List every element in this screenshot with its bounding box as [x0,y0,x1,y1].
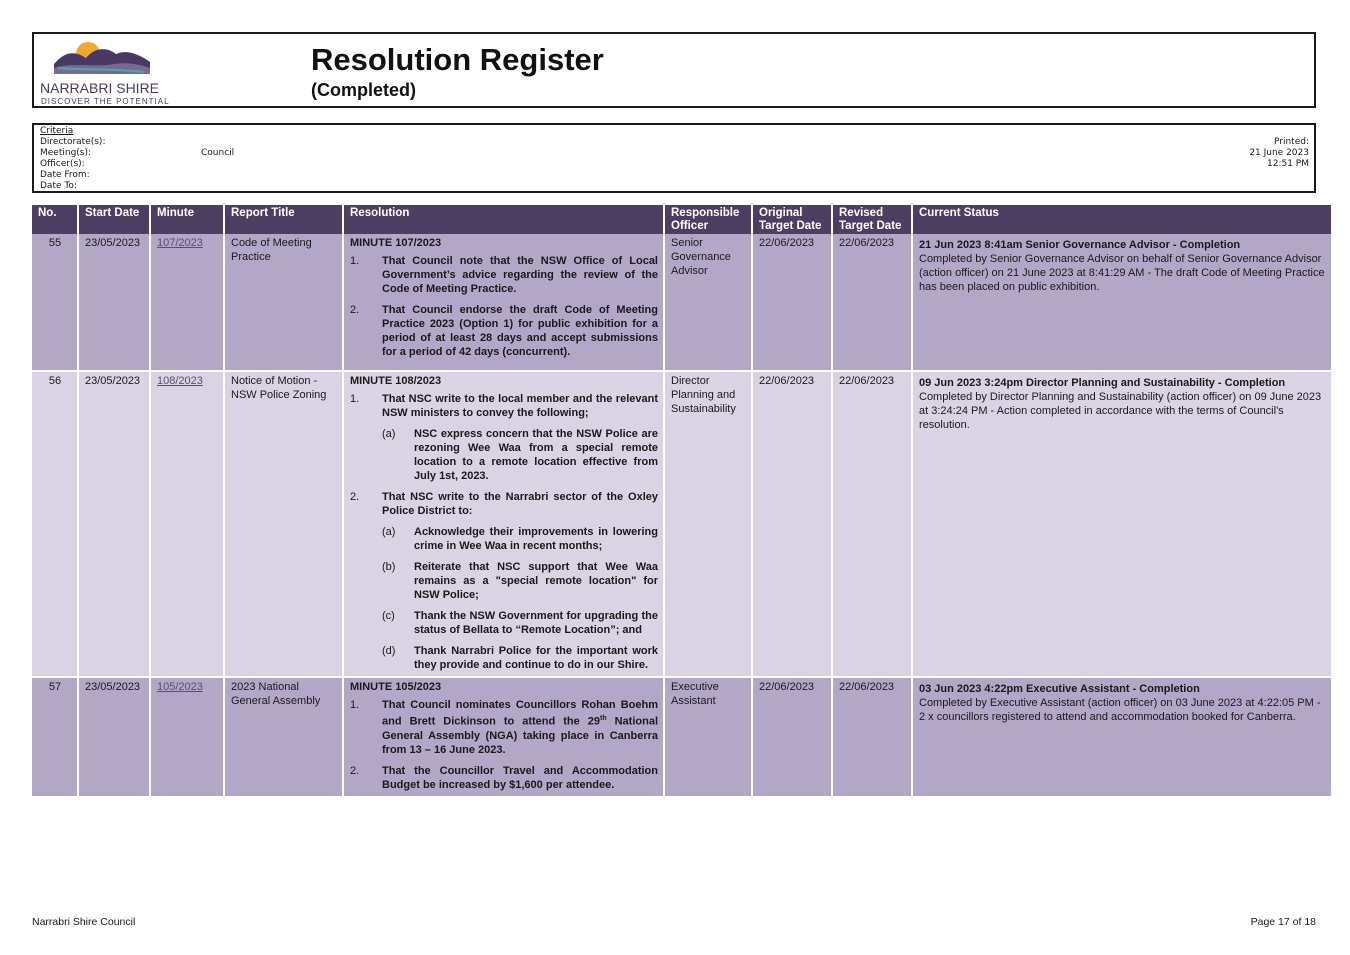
item-number: 1. [350,255,360,267]
criteria-panel [32,123,1316,193]
current-status [912,234,1332,371]
status-heading: 21 Jun 2023 8:41am Senior Governance Advisor - Completion [919,239,1241,251]
item-number: 1. [350,393,360,405]
mountain-sun-icon [54,38,150,78]
resolution-item [350,254,658,296]
resolution-subitem [382,644,658,672]
report-title: Notice of Motion - NSW Police Zoning [224,371,343,677]
footer-page-number: Page 17 of 18 [1250,916,1316,928]
item-text: That the Councillor Travel and Accommodation Budget be increased by $1,600 per attendee. [382,764,658,791]
col-header-status: Current Status [912,205,1332,234]
printed-date: 21 June 2023 [1249,148,1309,158]
resolution-subitem [382,609,658,637]
date-to-label: Date To: [40,181,77,191]
status-body: Completed by Senior Governance Advisor on behalf of Senior Governance Advisor (action officer) on 21 June 2023 at 8:41:29 AM - The draft Code of Meeting Practice has been placed on public exhibition. [919,253,1325,293]
col-header-no: No. [32,205,78,234]
directorate-label: Directorate(s): [40,137,106,147]
item-number: 2. [350,764,360,777]
ordinal-suffix: th [599,715,607,722]
original-target-date: 22/06/2023 [752,234,832,371]
subitem-letter: (c) [382,610,395,622]
start-date: 23/05/2023 [78,371,150,677]
table-row [32,371,1332,677]
start-date: 23/05/2023 [78,234,150,371]
report-header [32,32,1316,108]
resolution-item [350,303,658,359]
start-date: 23/05/2023 [78,677,150,797]
item-text-part: That Council nominates Councillors Rohan Boehm and Brett Dickinson to attend the 29 [382,699,658,728]
resolution-heading: MINUTE 108/2023 [350,375,442,387]
col-header-start-date: Start Date [78,205,150,234]
resolution-item [350,698,658,757]
subitem-text: Acknowledge their improvements in lowering crime in Wee Waa in recent months; [414,526,658,552]
resolution-item [350,764,658,792]
resolution-subitem [382,525,658,553]
item-text [382,698,658,757]
minute-link[interactable]: 107/2023 [150,234,224,371]
minute-link[interactable]: 105/2023 [150,677,224,797]
narrabri-shire-logo [40,38,170,106]
col-header-report-title: Report Title [224,205,343,234]
col-header-officer: Responsible Officer [664,205,752,234]
responsible-officer: Executive Assistant [664,677,752,797]
current-status [912,371,1332,677]
subitem-letter: (a) [382,526,396,538]
resolution-table [32,205,1333,798]
resolution-cell [343,677,664,797]
resolution-subitem [382,560,658,602]
original-target-date: 22/06/2023 [752,371,832,677]
subitem-text: Thank Narrabri Police for the important work they provide and continue to do in our Shire. [414,645,658,671]
resolution-heading: MINUTE 107/2023 [350,237,442,249]
status-heading: 03 Jun 2023 4:22pm Executive Assistant - Completion [919,683,1200,695]
table-row [32,234,1332,371]
status-body: Completed by Director Planning and Sustainability (action officer) on 09 June 2023 at 3:24:24 PM - Action completed in accordance with the terms of Council's resolution. [919,391,1322,431]
date-from-label: Date From: [40,170,90,180]
criteria-title: Criteria [40,126,74,136]
item-text: That Council endorse the draft Code of Meeting Practice 2023 (Option 1) for public exhibition for a period of at least 28 days and accept submissions for a period of 42 days (concurrent). [382,304,658,358]
resolution-subitem [382,427,658,483]
report-title: 2023 National General Assembly [224,677,343,797]
subitem-letter: (d) [382,645,396,657]
revised-target-date: 22/06/2023 [832,234,912,371]
col-header-resolution: Resolution [343,205,664,234]
row-number: 55 [32,234,78,371]
resolution-cell [343,234,664,371]
printed-label: Printed: [1274,137,1309,147]
current-status [912,677,1332,797]
responsible-officer: Senior Governance Advisor [664,234,752,371]
original-target-date: 22/06/2023 [752,677,832,797]
table-row [32,677,1332,797]
item-number: 1. [350,699,360,711]
table-header-row [32,205,1332,234]
resolution-heading: MINUTE 105/2023 [350,681,442,693]
subitem-letter: (a) [382,428,396,440]
page-subtitle: (Completed) [311,80,416,100]
col-header-revised-date: Revised Target Date [832,205,912,234]
item-text: That NSC write to the Narrabri sector of the Oxley Police District to: [382,491,658,517]
resolution-item [350,490,658,518]
item-number: 2. [350,304,360,316]
item-number: 2. [350,491,360,503]
page-title: Resolution Register [311,42,604,77]
meeting-value: Council [201,148,235,158]
subitem-text: Reiterate that NSC support that Wee Waa remains as a "special remote location" for NSW Police; [414,561,658,601]
responsible-officer: Director Planning and Sustainability [664,371,752,677]
meeting-label: Meeting(s): [40,148,92,158]
col-header-original-date: Original Target Date [752,205,832,234]
minute-link[interactable]: 108/2023 [150,371,224,677]
logo-tagline: DISCOVER THE POTENTIAL [41,97,170,106]
row-number: 57 [32,677,78,797]
revised-target-date: 22/06/2023 [832,677,912,797]
col-header-minute: Minute [150,205,224,234]
officer-label: Officer(s): [40,159,85,169]
resolution-cell [343,371,664,677]
status-body: Completed by Executive Assistant (action officer) on 03 June 2023 at 4:22:05 PM - 2 x councillors registered to attend and accommodation booked for Canberra. [919,697,1321,723]
item-text: That NSC write to the local member and the relevant NSW ministers to convey the following; [382,393,658,419]
subitem-letter: (b) [382,561,396,573]
printed-info [1249,137,1309,170]
status-heading: 09 Jun 2023 3:24pm Director Planning and Sustainability - Completion [919,377,1286,389]
footer-organisation: Narrabri Shire Council [32,916,136,928]
revised-target-date: 22/06/2023 [832,371,912,677]
resolution-item [350,392,658,420]
subitem-text: NSC express concern that the NSW Police are rezoning Wee Waa from a special remote location to a remote location effective from July 1st, 2023. [414,428,658,482]
logo-name: NARRABRI SHIRE [40,80,160,96]
subitem-text: Thank the NSW Government for upgrading the status of Bellata to “Remote Location”; and [414,610,658,636]
printed-time: 12:51 PM [1267,159,1309,169]
item-text: That Council note that the NSW Office of Local Government’s advice regarding the review of the Code of Meeting Practice. [382,255,658,295]
row-number: 56 [32,371,78,677]
report-title: Code of Meeting Practice [224,234,343,371]
item-text-part: National General Assembly (NGA) taking place in Canberra from 13 – 16 June 2023. [382,715,658,756]
